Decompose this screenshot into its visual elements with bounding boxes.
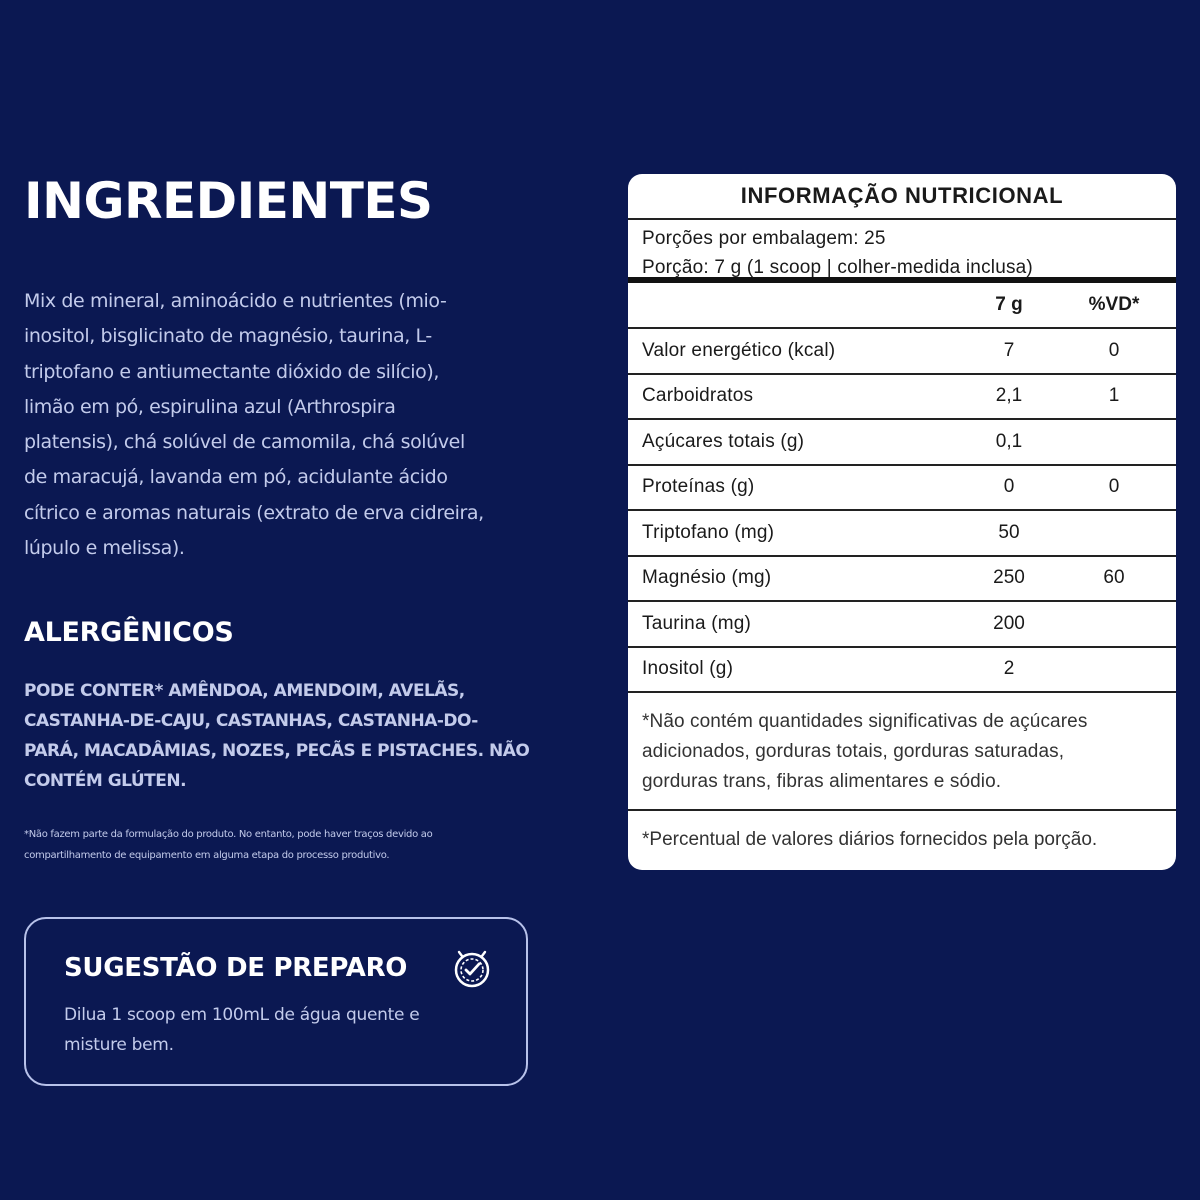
allergens-footnote — [24, 824, 529, 866]
ingredients-line: cítrico e aromas naturais (extrato de erva cidreira, — [24, 501, 484, 524]
clock-check-icon — [450, 947, 494, 991]
nutrient-amount: 0,1 — [995, 430, 1023, 452]
nutrient-amount: 250 — [993, 567, 1025, 589]
servings-per-pack: Porções por embalagem: 25 — [642, 228, 886, 249]
serving-size: Porção: 7 g (1 scoop | colher-medida inclusa) — [642, 257, 1033, 278]
nutrition-row — [628, 648, 1176, 694]
dv-note: *Percentual de valores diários fornecidos pela porção. — [642, 829, 1098, 850]
allergens-line: PODE CONTER* AMÊNDOA, AMENDOIM, AVELÃS, — [24, 681, 465, 701]
ingredients-line: limão em pó, espirulina azul (Arthrospira — [24, 395, 396, 418]
note-line: adicionados, gorduras totais, gorduras saturadas, — [642, 741, 1065, 762]
preparation-card — [24, 917, 528, 1086]
note-line: gorduras trans, fibras alimentares e sódio. — [642, 771, 1002, 792]
nutrition-note — [628, 693, 1176, 811]
ingredients-line: triptofano e antiumectante dióxido de silício), — [24, 360, 440, 383]
nutrient-amount: 7 — [1003, 339, 1015, 361]
nutrient-label: Inositol (g) — [642, 658, 734, 680]
nutrient-amount: 2,1 — [995, 385, 1023, 407]
footnote-line: compartilhamento de equipamento em alguma etapa do processo produtivo. — [24, 850, 390, 861]
note-line: *Não contém quantidades significativas de açúcares — [642, 711, 1088, 732]
ingredients-line: Mix de mineral, aminoácido e nutrientes (mio- — [24, 290, 447, 312]
allergens-line: PARÁ, MACADÂMIAS, NOZES, PECÃS E PISTACHES. NÃO — [24, 741, 530, 761]
nutrition-row — [628, 329, 1176, 375]
nutrient-label: Magnésio (mg) — [642, 567, 772, 589]
nutrition-row — [628, 511, 1176, 557]
nutrition-row — [628, 602, 1176, 648]
nutrient-label: Triptofano (mg) — [642, 521, 775, 543]
nutrition-facts-panel — [628, 174, 1176, 870]
nutrition-header-row — [628, 283, 1176, 329]
nutrition-title: INFORMAÇÃO NUTRICIONAL — [628, 174, 1176, 220]
allergens-heading: ALERGÊNICOS — [24, 617, 234, 648]
nutrient-dv: 1 — [1108, 385, 1120, 407]
nutrient-label: Taurina (mg) — [642, 612, 752, 634]
nutrient-amount: 200 — [993, 612, 1025, 634]
ingredients-text — [24, 284, 529, 566]
ingredients-heading: INGREDIENTES — [24, 172, 433, 230]
nutrient-label: Açúcares totais (g) — [642, 430, 805, 452]
footnote-line: *Não fazem parte da formulação do produto. No entanto, pode haver traços devido ao — [24, 829, 433, 840]
preparation-line: Dilua 1 scoop em 100mL de água quente e — [64, 1005, 420, 1025]
nutrient-amount: 2 — [1003, 658, 1015, 680]
nutrient-amount: 0 — [1003, 476, 1015, 498]
nutrient-label: Carboidratos — [642, 385, 754, 407]
nutrition-row — [628, 420, 1176, 466]
nutrient-dv: 60 — [1103, 567, 1125, 589]
nutrient-dv: 0 — [1108, 476, 1120, 498]
ingredients-line: inositol, bisglicinato de magnésio, taurina, L- — [24, 325, 432, 348]
ingredients-line: lúpulo e melissa). — [24, 537, 185, 560]
amount-column-header: 7 g — [995, 294, 1023, 315]
nutrient-label: Valor energético (kcal) — [642, 339, 836, 361]
nutrient-label: Proteínas (g) — [642, 476, 755, 498]
serving-info — [628, 220, 1176, 283]
allergens-line: CONTÉM GLÚTEN. — [24, 771, 187, 791]
nutrition-row — [628, 557, 1176, 603]
nutrition-row — [628, 375, 1176, 421]
allergens-line: CASTANHA-DE-CAJU, CASTANHAS, CASTANHA-DO- — [24, 711, 478, 731]
ingredients-line: platensis), chá solúvel de camomila, chá solúvel — [24, 431, 465, 454]
ingredients-line: de maracujá, lavanda em pó, acidulante ácido — [24, 466, 448, 489]
nutrition-row — [628, 466, 1176, 512]
dv-column-header: %VD* — [1088, 294, 1140, 315]
nutrient-dv: 0 — [1108, 339, 1120, 361]
preparation-line: misture bem. — [64, 1035, 174, 1055]
preparation-text — [64, 1000, 464, 1060]
nutrient-amount: 50 — [998, 521, 1020, 543]
preparation-heading: SUGESTÃO DE PREPARO — [64, 953, 408, 983]
allergens-text — [24, 676, 534, 796]
